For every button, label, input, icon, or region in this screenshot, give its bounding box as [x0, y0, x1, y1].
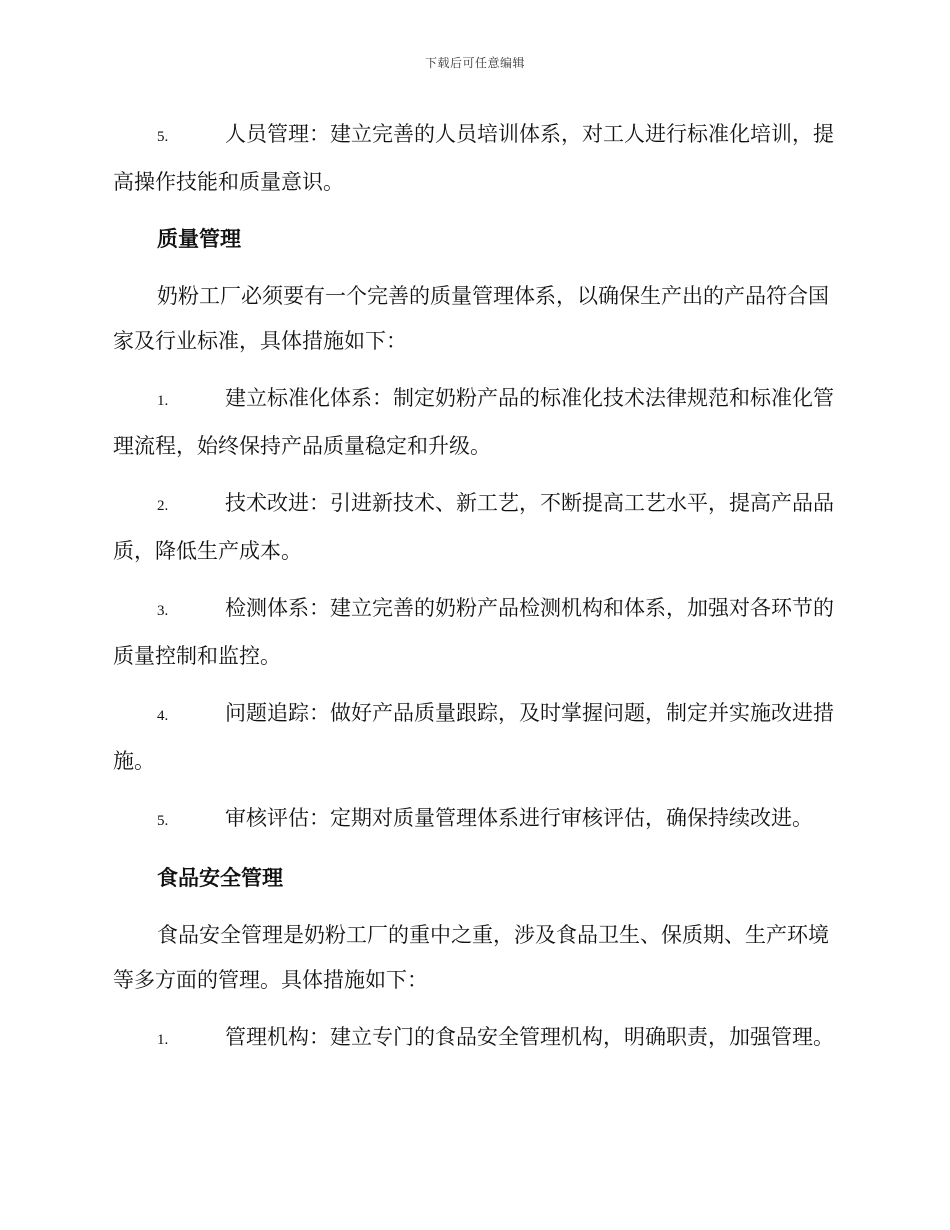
list-item [113, 112, 835, 205]
list-item [113, 691, 835, 784]
page-header: 下载后可任意编辑 [424, 56, 525, 70]
list-item-text: 管理机构：建立专门的食品安全管理机构，明确职责，加强管理。 [225, 1025, 834, 1049]
paragraph: 奶粉工厂必须要有一个完善的质量管理体系，以确保生产出的产品符合国家及行业标准，具体措施如下： [113, 284, 829, 353]
list-item-text: 建立标准化体系：制定奶粉产品的标准化技术法律规范和标准化管理流程，始终保持产品质量稳定和升级。 [113, 386, 834, 458]
list-item [113, 586, 835, 679]
list-item [113, 376, 835, 469]
list-item-number: 3. [157, 603, 169, 619]
list-item-text: 检测体系：建立完善的奶粉产品检测机构和体系，加强对各环节的质量控制和监控。 [113, 596, 834, 668]
list-item [113, 481, 835, 574]
list-item-number: 5. [157, 129, 169, 145]
section-heading-quality: 质量管理 [157, 227, 241, 251]
list-item-number: 4. [157, 708, 169, 724]
section-heading-food-safety: 食品安全管理 [157, 866, 283, 890]
list-item-number: 1. [157, 393, 169, 409]
list-item [113, 796, 835, 844]
list-item-number: 5. [157, 813, 169, 829]
list-item-number: 2. [157, 498, 169, 514]
list-item-number: 1. [157, 1032, 169, 1048]
list-item-text: 人员管理：建立完善的人员培训体系，对工人进行标准化培训，提高操作技能和质量意识。 [113, 122, 834, 194]
paragraph: 食品安全管理是奶粉工厂的重中之重，涉及食品卫生、保质期、生产环境等多方面的管理。具体措施如下： [113, 923, 829, 992]
list-item-text: 审核评估：定期对质量管理体系进行审核评估，确保持续改进。 [225, 806, 813, 830]
list-item-text: 问题追踪：做好产品质量跟踪，及时掌握问题，制定并实施改进措施。 [113, 701, 834, 773]
list-item-text: 技术改进：引进新技术、新工艺，不断提高工艺水平，提高产品品质，降低生产成本。 [113, 491, 834, 563]
list-item [113, 1015, 835, 1063]
document-body [113, 112, 835, 1075]
